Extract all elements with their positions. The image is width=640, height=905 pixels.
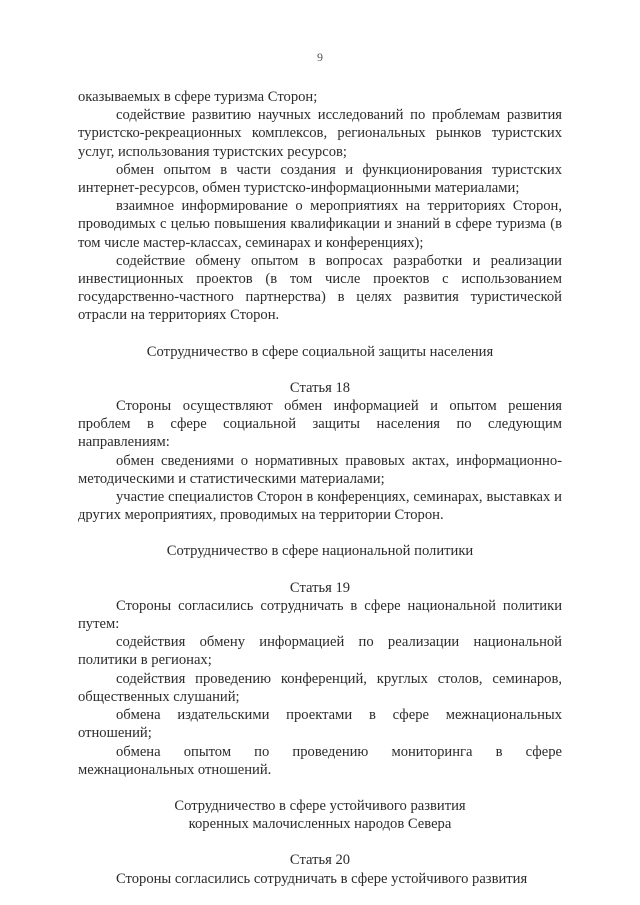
paragraph-continuation: оказываемых в сфере туризма Сторон; [78, 89, 318, 105]
section-heading: Сотрудничество в сфере национальной политики [166, 543, 474, 560]
article-title: Статья 19 [289, 579, 351, 596]
paragraph: участие специалистов Сторон в конференциях, семинарах, выставках и других мероприятиях, проводимых на территории Сторон. [78, 489, 562, 524]
section-heading: Сотрудничество в сфере устойчивого развития коренных малочисленных народов Севера [174, 797, 466, 833]
paragraph: содействия обмену информацией по реализации национальной политики в регионах; [78, 634, 562, 669]
page-number: 9 [317, 50, 323, 64]
paragraph: Стороны согласились сотрудничать в сфере национальной политики путем: [78, 597, 562, 633]
paragraph: обмена издательскими проектами в сфере межнациональных отношений; [78, 707, 562, 742]
paragraph: обмен сведениями о нормативных правовых актах, информационно-методическими и статистическими материалами; [78, 452, 562, 487]
paragraph: обмен опытом в части создания и функционирования туристских интернет-ресурсов, обмен туристско-информационными материалами; [78, 161, 562, 197]
paragraph: взаимное информирование о мероприятиях на территориях Сторон, проводимых с целью повышения квалификации и знаний в сфере туризма (в том числе мастер-классах, семинарах и конференциях); [78, 198, 562, 251]
paragraph: содействия проведению конференций, круглых столов, семинаров, общественных слушаний; [78, 670, 562, 705]
article-title: Статья 18 [289, 379, 351, 396]
paragraph: Стороны осуществляют обмен информацией и опытом решения проблем в сфере социальной защиты населения по следующим направлениям: [78, 398, 562, 451]
paragraph: Стороны согласились сотрудничать в сфере устойчивого развития [116, 870, 528, 887]
paragraph: содействие обмену опытом в вопросах разработки и реализации инвестиционных проектов (в том числе проектов с использованием государственно-частного партнерства) в целях развития туристической отрасли на территориях Сторон. [78, 252, 562, 324]
section-heading: Сотрудничество в сфере социальной защиты населения [146, 343, 494, 360]
document-body [78, 88, 562, 888]
article-title: Статья 20 [289, 852, 351, 869]
paragraph: обмена опытом по проведению мониторинга в сфере межнациональных отношений. [78, 743, 562, 778]
paragraph: содействие развитию научных исследований по проблемам развития туристско-рекреационных комплексов, региональных рынков туристских услуг, использования туристских ресурсов; [78, 107, 562, 160]
